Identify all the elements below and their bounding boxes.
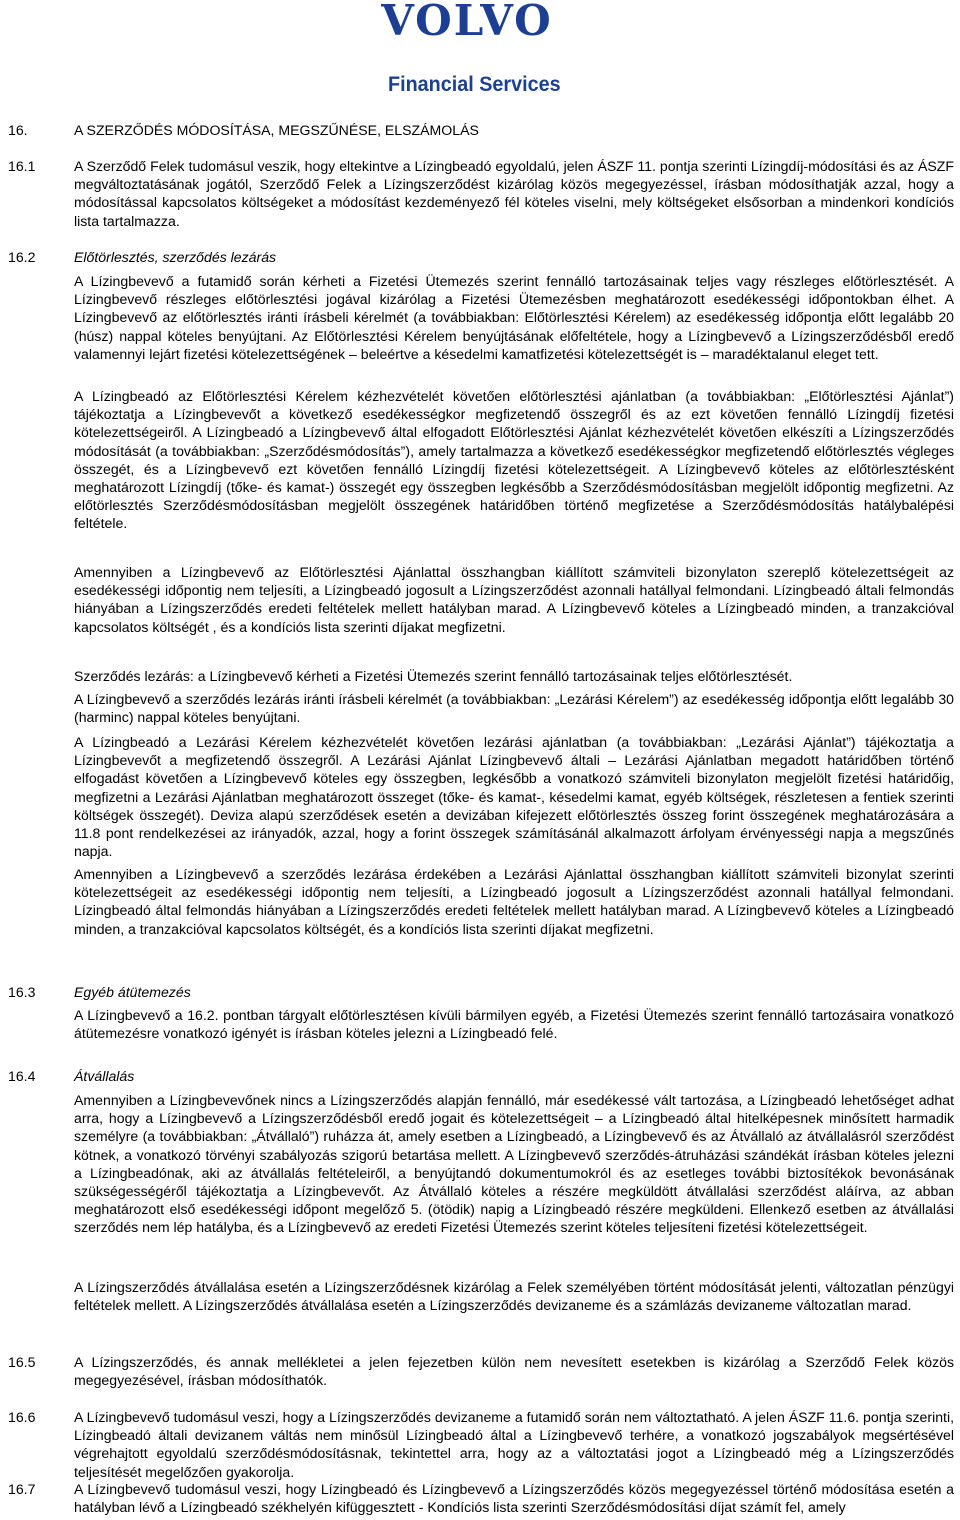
clause-16-3-text: [8, 1006, 954, 1042]
clause-16-7: [8, 1480, 954, 1516]
section-title: A SZERZŐDÉS MÓDOSÍTÁSA, MEGSZŰNÉSE, ELSZÁMOLÁS: [74, 122, 479, 138]
paragraph: A Lízingszerződés átvállalása esetén a Lízingszerződésnek kizárólag a Felek személyében történt módosítását jelenti, változatlan pénzügyi feltételek mellett. A Lízingszerződés átvállalása esetén a Lízingszerződés devizaneme és a számlázás devizaneme változatlan marad.: [74, 1279, 954, 1314]
clause-16-2-p1: [8, 272, 954, 363]
clause-text: A Lízingbevevő tudomásul veszi, hogy Lízingbeadó és Lízingbevevő a Lízingszerződés közös megegyezéssel történő módosítása esetén a hatályban lévő a Lízingbeadó székhelyén kifüggesztett - Kondíciós lista szerinti Szerződésmódosítási díjat számít fel, amely: [74, 1481, 954, 1516]
clause-16-4-heading: [8, 1067, 954, 1085]
paragraph: Szerződés lezárás: a Lízingbevevő kérheti a Fizetési Ütemezés szerint fennálló tartozásainak teljes előtörlesztését.: [74, 668, 793, 684]
clause-subtitle: Egyéb átütemezés: [74, 984, 191, 1000]
paragraph: A Lízingbeadó a Lezárási Kérelem kézhezvételét követően lezárási ajánlatban (a továbbiakban: „Lezárási Ajánlat”) tájékoztatja a Lízingbevevőt a megfizetendő összegről. A Lezárási Ajánlat Lízingbevevő általi – Lezárási Ajánlatban megadott határidőben történő elfogadást követően a Lízingbevevő köteles egy összegben, legkésőbb a vonatkozó számviteli bizonylaton megjelölt fizetési határidőig, megfizetni a Lezárási Ajánlatban meghatározott összeget (tőke- és kamat-, késedelmi kamat, egyéb költségek, részletesen a fentiek szerinti költségek összegét). Deviza alapú szerződések esetén a devizában kifejezett előtörlesztés összeg forint összegének meghatározására a 11.8 pont rendelkezései az irányadók, azzal, hogy a forint összegek számításánál alkalmazott árfolyam érvényességi napja a megszűnés napja.: [74, 734, 954, 860]
clause-16-2-p3: [8, 563, 954, 636]
clause-number: 16.6: [8, 1409, 36, 1425]
clause-16-3-heading: [8, 983, 954, 1001]
clause-number: 16.2: [8, 249, 36, 265]
clause-16-4-p2: [8, 1278, 954, 1314]
clause-16-4-p1: [8, 1091, 954, 1237]
section-heading: [8, 121, 479, 139]
clause-text: A Lízingszerződés, és annak mellékletei a jelen fejezetben külön nem nevesített esetekben is kizárólag a Szerződő Felek közös megegyezésével, írásban módosíthatók.: [74, 1354, 954, 1389]
clause-16-5: [8, 1353, 954, 1389]
clause-subtitle: Előtörlesztés, szerződés lezárás: [74, 249, 277, 265]
paragraph: Amennyiben a Lízingbevevő a szerződés lezárása érdekében a Lezárási Ajánlattal összhangban kiállított számviteli bizonylat szerinti kötelezettségeit az esedékességi időpontig nem teljesíti, a Lízingbeadó jogosult a Lízingszerződést azonnali hatállyal felmondani. Lízingbeadó által felmondás hiányában a Lízingszerződés eredeti feltételek mellett hatályban marad. A Lízingbevevő köteles a Lízingbeadó minden, a tranzakcióval kapcsolatos költségét, és a kondíciós lista szerinti díjakat megfizetni.: [74, 866, 954, 937]
paragraph: Amennyiben a Lízingbevevőnek nincs a Lízingszerződés alapján fennálló, már esedékessé vált tartozása, a Lízingbeadó lehetőséget adhat arra, hogy a Lízingbevevő a Lízingszerződésből eredő jogait és kötelezettségeit – a Lízingbeadó által hitelképesnek minősített harmadik személyre (a továbbiakban: „Átvállaló”) ruházza át, amely esetben a Lízingbeadó, a Lízingbevevő és az Átvállaló az átvállalásról szerződést kötnek, a vonatkozó törvényi szabályozás szigorú betartása mellett. A Lízingbevevő szerződés-átruházási szándékát írásban köteles jelezni a Lízingbeadónak, aki az átvállalás feltételeiről, a benyújtandó dokumentumokról és az esetleges további biztosítékok bevonásának szükségességéről tájékoztatja a Lízingbevevőt. Az Átvállaló köteles a részére megküldött átvállalási szerződést aláírva, az abban meghatározott első esedékességi időpont megelőző 5. (ötödik) napig a Lízingbeadó részére megküldeni. Ellenkező esetben az átvállalási szerződés nem lép hatályba, és a Lízingbevevő az eredeti Fizetési Ütemezés szerint köteles teljesíteni fizetési kötelezettségeit.: [74, 1092, 954, 1236]
clause-16-2-p7: [8, 865, 954, 938]
paragraph: A Lízingbevevő a futamidő során kérheti a Fizetési Ütemezés szerint fennálló tartozásainak teljes vagy részleges előtörlesztését. A Lízingbevevő részleges előtörlesztési jogával kizárólag a Fizetési Ütemezésben meghatározott esedékességi időpontokban élhet. A Lízingbevevő az előtörlesztés iránti írásbeli kérelmét (a továbbiakban: Előtörlesztési Kérelem) az esedékesség időpontja előtt legalább 20 (húsz) nappal köteles benyújtani. Az Előtörlesztési Kérelem benyújtásának előfeltétele, hogy a Lízingbevevő a Lízingszerződésből eredő valamennyi lejárt fizetési kötelezettségének – beleértve a késedelmi kamatfizetési kötelezettségét is – maradéktalanul eleget tett.: [74, 273, 954, 362]
clause-number: 16.7: [8, 1481, 36, 1497]
section-number: 16.: [8, 122, 28, 138]
clause-16-2-p4: [8, 667, 954, 685]
clause-number: 16.4: [8, 1068, 36, 1084]
paragraph: A Lízingbevevő a 16.2. pontban tárgyalt előtörlesztésen kívüli bármilyen egyéb, a Fizetési Ütemezés szerint fennálló tartozásaira vonatkozó átütemezésre vonatkozó igényét is írásban köteles jelezni a Lízingbeadó felé.: [74, 1007, 954, 1042]
logo-subtitle: Financial Services: [388, 72, 561, 96]
clause-16-2-p6: [8, 733, 954, 860]
clause-number: 16.5: [8, 1354, 36, 1370]
clause-16-6: [8, 1408, 954, 1481]
clause-number: 16.3: [8, 984, 36, 1000]
logo-wordmark: VOLVO: [381, 0, 553, 45]
clause-text: A Lízingbevevő tudomásul veszi, hogy a Lízingszerződés devizaneme a futamidő során nem változtatható. A jelen ÁSZF 11.6. pontja szerinti, Lízingbeadó általi devizanem váltás nem minősül Lízingbeadó által a Lízingbevevő terhére, a vonatkozó jogszabályok megsértésével végrehajtott egyoldalú szerződésmódosításnak, tekintettel arra, hogy az a változtatási jogot a Lízingbeadó még a Lízingszerződés teljesítését megelőzően gyakorolja.: [74, 1409, 954, 1480]
clause-subtitle: Átvállalás: [74, 1068, 135, 1084]
paragraph: Amennyiben a Lízingbevevő az Előtörlesztési Ajánlattal összhangban kiállított számviteli bizonylaton szereplő kötelezettségeit az esedékességi időpontig nem teljesíti, a Lízingbeadó jogosult a Lízingszerződést azonnali hatállyal felmondani. Lízingbeadó általi felmondás hiányában a Lízingszerződés eredeti feltételek mellett hatályban marad. A Lízingbevevő köteles a Lízingbeadó minden, a tranzakcióval kapcsolatos költségét , és a kondíciós lista szerinti díjakat megfizetni.: [74, 564, 954, 635]
clause-16-2-heading: [8, 248, 954, 266]
paragraph: A Lízingbevevő a szerződés lezárás iránti írásbeli kérelmét (a továbbiakban: „Lezárási Kérelem”) az esedékesség időpontja előtt legalább 30 (harminc) nappal köteles benyújtani.: [74, 691, 954, 726]
volvo-logo: [356, 0, 578, 45]
clause-16-2-p5: [8, 690, 954, 726]
clause-16-2-p2: [8, 387, 954, 533]
clause-16-1: [8, 157, 954, 230]
clause-text: A Szerződő Felek tudomásul veszik, hogy eltekintve a Lízingbeadó egyoldalú, jelen ÁSZF 11. pontja szerinti Lízingdíj-módosítási és az ÁSZF megváltoztatásának jogától, Szerződő Felek a Lízingszerződést kizárólag közös megegyezéssel, írásban módosíthatják azzal, hogy a módosítással kapcsolatos költségeket a módosítást kezdeményező fél köteles viselni, mely költségeket elsősorban a mindenkori kondíciós lista tartalmazza.: [74, 158, 954, 229]
clause-number: 16.1: [8, 158, 36, 174]
paragraph: A Lízingbeadó az Előtörlesztési Kérelem kézhezvételét követően előtörlesztési ajánlatban (a továbbiakban: „Előtörlesztési Ajánlat”) tájékoztatja a Lízingbevevőt a következő esedékességkor megfizetendő összegről és az ezt követően fennálló Lízingdíj fizetési kötelezettségeiről. A Lízingbeadó a Lízingbevevő által elfogadott Előtörlesztési Ajánlat kézhezvételét követően elkészíti a Lízingszerződés módosítását (a továbbiakban: „Szerződésmódosítás”), amely tartalmazza a következő esedékességkor megfizetendő előtörlesztés végleges összegét, és a Lízingbevevő ezt követően fennálló Lízingdíj fizetési kötelezettségeit. A Lízingbevevő köteles az előtörlesztésként meghatározott Lízingdíj (tőke- és kamat-) összegét egy összegben legkésőbb a Szerződésmódosításban megjelölt időpontig megfizetni. Az előtörlesztés Szerződésmódosításban megjelölt összegének határidőben történő megfizetése a Szerződésmódosítás hatálybalépési feltétele.: [74, 388, 954, 532]
